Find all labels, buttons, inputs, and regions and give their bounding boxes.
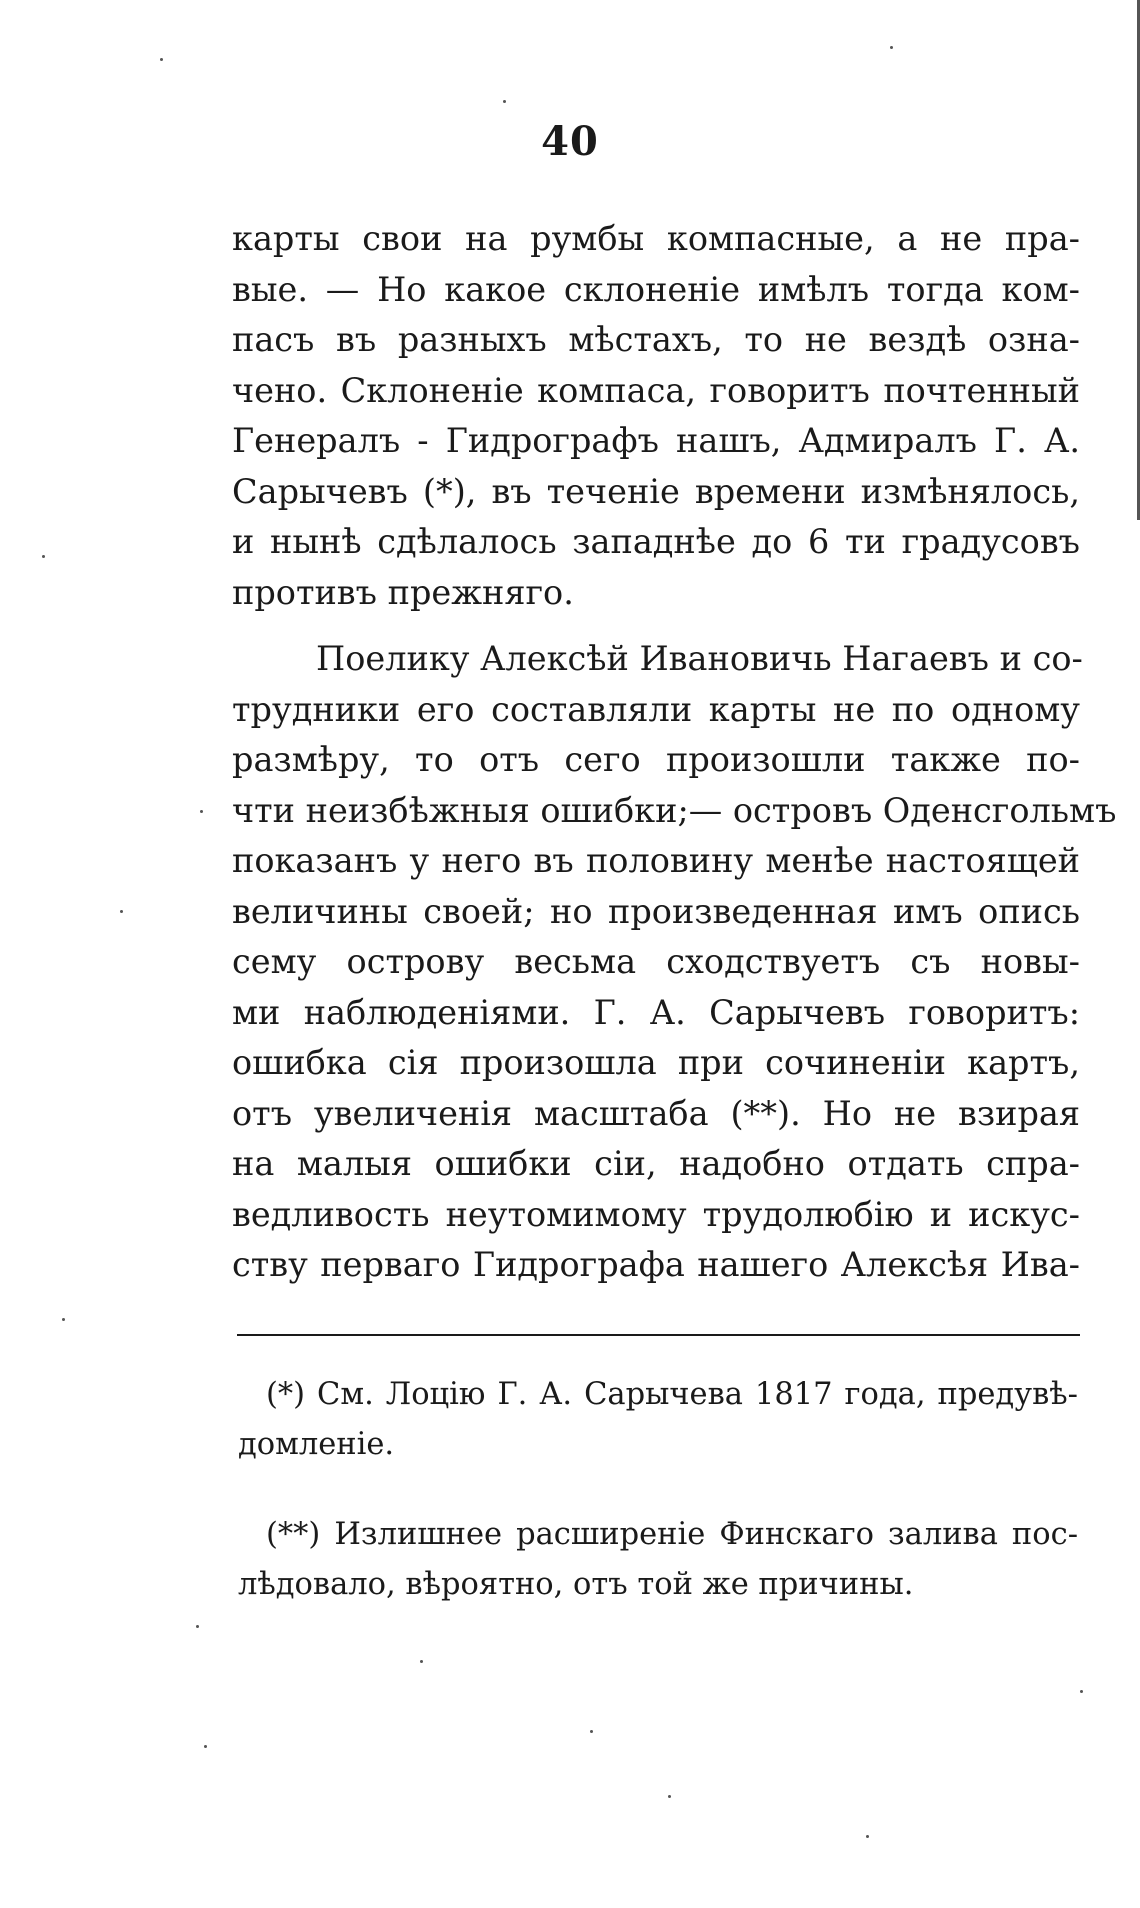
scan-speck <box>120 910 123 913</box>
scan-speck <box>200 810 203 813</box>
text-line: и нынѣ сдѣлалось западнѣе до 6 ти градусовъ <box>232 522 1080 561</box>
scan-speck <box>196 1625 199 1628</box>
paragraph-2 <box>232 634 1117 1291</box>
text-line: показанъ у него въ половину менѣе настоящей <box>232 841 1080 880</box>
text-line: на малыя ошибки сіи, надобно отдать спра- <box>232 1144 1080 1183</box>
text-line: сему острову весьма сходствуетъ съ новы- <box>232 942 1080 981</box>
footnote-line: домленіе. <box>238 1427 395 1462</box>
scan-speck <box>890 46 893 49</box>
scan-speck <box>866 1835 869 1838</box>
text-line: ведливость неутомимому трудолюбію и искус- <box>232 1194 1080 1234</box>
text-line: Генералъ - Гидрографъ нашъ, Адмиралъ Г. А. <box>232 421 1080 460</box>
scan-speck <box>420 1660 423 1663</box>
text-line: противъ прежняго. <box>232 572 574 612</box>
scan-speck <box>62 1318 65 1321</box>
footnote-line: (*) См. Лоцію Г. А. Сарычева 1817 года, предувѣ- <box>266 1377 1078 1412</box>
text-line: отъ увеличенія масштаба (**). Но не взирая <box>232 1093 1080 1133</box>
text-line: вые. — Но какое склоненіе имѣлъ тогда ком- <box>232 269 1080 309</box>
footnote-line: (**) Излишнее расширеніе Финскаго залива пос- <box>266 1517 1078 1552</box>
text-line: величины своей; но произведенная имъ опись <box>232 891 1080 931</box>
paragraph-1 <box>232 214 1080 618</box>
text-line: Сарычевъ (*), въ теченіе времени измѣнялось, <box>232 471 1080 511</box>
text-line: ошибка сія произошла при сочиненіи картъ, <box>232 1043 1080 1082</box>
text-line: ству перваго Гидрографа нашего Алексѣя Ива- <box>232 1245 1080 1284</box>
text-line: размѣру, то отъ сего произошли также по- <box>232 740 1080 779</box>
footnote-line: лѣдовало, вѣроятно, отъ той же причины. <box>238 1567 914 1602</box>
text-line: чено. Склоненіе компаса, говоритъ почтенный <box>232 370 1080 410</box>
scan-speck <box>42 555 45 558</box>
scan-speck <box>590 1730 593 1733</box>
footnote-2 <box>238 1510 1078 1610</box>
scan-speck <box>204 1745 207 1748</box>
text-line: карты свои на румбы компасные, а не пра- <box>232 219 1080 258</box>
text-line: Поелику Алексѣй Ивановичь Нагаевъ и со- <box>316 639 1083 678</box>
scan-speck <box>1080 1690 1083 1693</box>
text-line: трудники его составляли карты не по одному <box>232 689 1080 729</box>
page-number: 40 <box>541 118 599 165</box>
scan-speck <box>503 100 506 103</box>
text-line: ми наблюденіями. Г. А. Сарычевъ говоритъ: <box>232 992 1080 1032</box>
footnote-1 <box>238 1370 1078 1470</box>
scan-speck <box>668 1795 671 1798</box>
text-line: пасъ въ разныхъ мѣстахъ, то не вездѣ озна- <box>232 320 1080 359</box>
text-line: чти неизбѣжныя ошибки;— островъ Оденсгольмъ <box>232 790 1117 830</box>
scan-speck <box>160 58 163 61</box>
footnote-divider <box>237 1334 1080 1336</box>
